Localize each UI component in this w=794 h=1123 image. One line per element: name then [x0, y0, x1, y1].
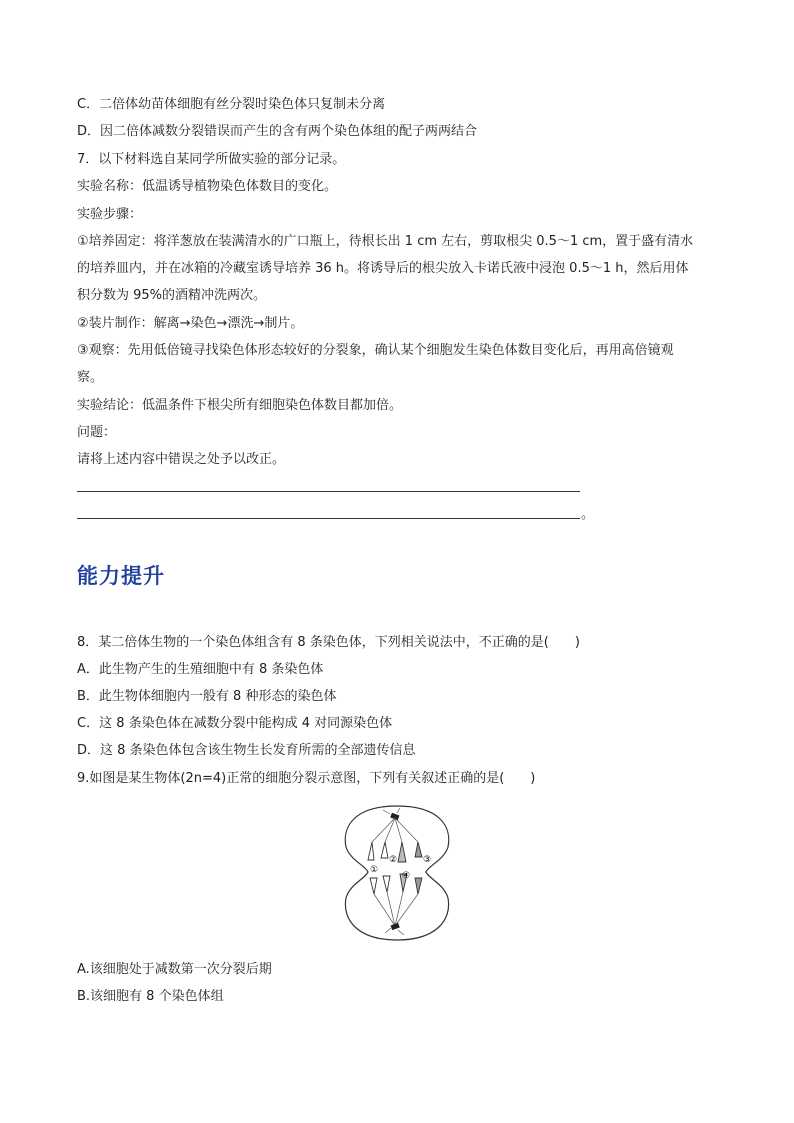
q7-experiment-name: 实验名称：低温诱导植物染色体数目的变化。: [77, 179, 338, 194]
q7-step3-line1: ③观察：先用低倍镜寻找染色体形态较好的分裂象，确认某个细胞发生染色体数目变化后，再用高倍镜观: [77, 343, 674, 358]
q8-stem: 8．某二倍体生物的一个染色体组含有 8 条染色体，下列相关说法中，不正确的是( ): [77, 635, 580, 650]
q7-question: 请将上述内容中错误之处予以改正。: [77, 452, 286, 467]
q9-option-b: B.该细胞有 8 个染色体组: [77, 989, 224, 1004]
chromosomes-bottom: [370, 874, 422, 894]
cell-division-diagram: [340, 802, 455, 942]
q6-option-c: C．二倍体幼苗体细胞有丝分裂时染色体只复制未分离: [77, 97, 386, 112]
q8-option-b: B．此生物体细胞内一般有 8 种形态的染色体: [77, 689, 337, 704]
q7-step1-line2: 的培养皿内，并在冰箱的冷藏室诱导培养 36 h。将诱导后的根尖放入卡诺氏液中浸泡 0.5～1 h，然后用体: [77, 261, 689, 276]
label-2: ②: [389, 855, 398, 865]
answer-line-1[interactable]: [77, 491, 580, 492]
q8-option-d: D．这 8 条染色体包含该生物生长发育所需的全部遗传信息: [77, 743, 416, 758]
section-title: 能力提升: [77, 564, 165, 588]
q7-step1-line1: ①培养固定：将洋葱放在装满清水的广口瓶上，待根长出 1 cm 左右，剪取根尖 0.5～1 cm，置于盛有清水: [77, 234, 694, 249]
label-1: ①: [370, 865, 379, 875]
label-4: ④: [402, 871, 411, 881]
q7-step2: ②装片制作：解离→染色→漂洗→制片。: [77, 316, 304, 331]
centrosome-bottom-icon: [391, 923, 400, 930]
q9-stem: 9.如图是某生物体(2n=4)正常的细胞分裂示意图，下列有关叙述正确的是( ): [77, 771, 536, 786]
q9-option-a: A.该细胞处于减数第一次分裂后期: [77, 962, 272, 977]
label-3: ③: [423, 855, 432, 865]
answer-end-mark: 。: [581, 507, 595, 522]
q7-step3-line2: 察。: [77, 370, 104, 385]
q7-steps-label: 实验步骤：: [77, 207, 143, 222]
q7-stem: 7．以下材料选自某同学所做实验的部分记录。: [77, 152, 346, 167]
q7-step1-line3: 积分数为 95%的酒精冲洗两次。: [77, 288, 267, 303]
q7-question-label: 问题：: [77, 425, 117, 440]
q7-conclusion: 实验结论：低温条件下根尖所有细胞染色体数目都加倍。: [77, 398, 403, 413]
answer-line-2[interactable]: [77, 518, 580, 519]
spindle-fibers-top: [372, 808, 418, 842]
q8-option-a: A．此生物产生的生殖细胞中有 8 条染色体: [77, 662, 324, 677]
q6-option-d: D．因二倍体减数分裂错误而产生的含有两个染色体组的配子两两结合: [77, 124, 478, 139]
q8-option-c: C．这 8 条染色体在减数分裂中能构成 4 对同源染色体: [77, 716, 393, 731]
